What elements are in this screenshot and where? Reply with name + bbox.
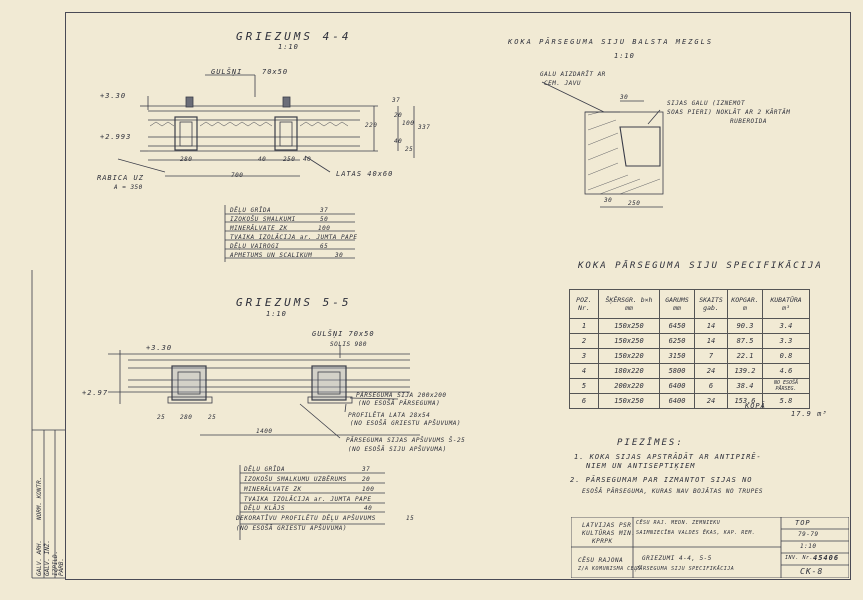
layer-55-2-val: 20 <box>362 476 371 483</box>
section-4-4-gulsni-size: 70x50 <box>262 68 289 76</box>
stamp-scale: 1:10 <box>800 543 817 550</box>
spec-table <box>569 289 810 409</box>
stamp-top: TOP <box>795 519 811 527</box>
spec-cell: 150x250 <box>599 394 660 409</box>
spec-header-total-length: KOPGAR. m <box>728 290 763 319</box>
spec-cell: 6400 <box>660 394 695 409</box>
spec-cell: 0.8 <box>763 349 810 364</box>
spec-cell: 150x250 <box>599 319 660 334</box>
section-4-4-title: GRIEZUMS 4-4 <box>236 30 352 43</box>
layer-55-5-val: 40 <box>364 505 373 512</box>
side-dim-37: 37 <box>392 97 401 104</box>
spec-cell: 14 <box>695 319 728 334</box>
side-role-3: IZPILD. <box>52 550 59 576</box>
spec-cell: 5800 <box>660 364 695 379</box>
layer-55-7-name: (NO ESOŠĀ GRIESTU APŠUVUMA) <box>236 525 348 532</box>
detail-dim-30-top: 30 <box>620 94 629 101</box>
note-beam-1: PĀRSEGUMA SIJA 200x200 <box>356 392 447 399</box>
table-row <box>570 334 810 349</box>
spec-cell: 6250 <box>660 334 695 349</box>
spec-cell: 4 <box>570 364 599 379</box>
level-mark-330-b: +3.30 <box>146 344 173 352</box>
side-dim-25: 25 <box>405 146 414 153</box>
detail-note-2: CEM. JAVU <box>544 80 582 87</box>
stamp-sheet-title-2: PĀRSEGUMA SIJU SPECIFIKĀCIJA <box>636 566 735 572</box>
spec-cell: 3.3 <box>763 334 810 349</box>
spec-cell: 3150 <box>660 349 695 364</box>
stamp-project-1: CĒSU RAJ. MEDN. ZEMNIEKU <box>636 520 721 526</box>
table-row <box>570 379 810 394</box>
note-line-1: 1. KOKA SIJAS APSTRĀDĀT AR ANTIPIRĒ- <box>574 453 762 461</box>
level-mark-2993: +2.993 <box>100 133 132 141</box>
layer-44-2-name: IZOKOŠU SMALKUMI <box>230 216 296 223</box>
side-role-2: GALV. INŽ. <box>44 539 51 576</box>
layer-55-5-name: DĒĻU KLĀJS <box>244 505 286 512</box>
dim-1400: 1400 <box>256 428 273 435</box>
layer-44-6-val: 30 <box>335 252 344 259</box>
spec-cell: 1 <box>570 319 599 334</box>
spec-cell: 6 <box>695 379 728 394</box>
spec-cell: 5.8 <box>763 394 810 409</box>
stamp-years: 79-79 <box>798 531 819 538</box>
detail-dim-30-bottom: 30 <box>604 197 613 204</box>
stamp-org-1: LATVIJAS PSR <box>582 522 632 529</box>
spec-cell: 87.5 <box>728 334 763 349</box>
detail-title: KOKA PĀRSEGUMA SIJU BALSTA MEZGLS <box>508 38 714 46</box>
detail-scale: 1:10 <box>614 52 635 60</box>
spec-cell: 24 <box>695 394 728 409</box>
note-lining-2: (NO ESOŠĀ SIJU APŠUVUMA) <box>348 446 447 453</box>
detail-note-1: GALU AIZDARĪT AR <box>540 71 606 78</box>
stamp-dept-1: CĒSU RAJONA <box>578 557 624 564</box>
table-row <box>570 394 810 409</box>
table-row <box>570 349 810 364</box>
layer-44-4-name: TVAIKA IZOLĀCIJA ar. JUMTA PAPE <box>230 234 358 241</box>
dim-280: 280 <box>180 156 193 163</box>
side-dim-20: 20 <box>394 112 403 119</box>
layer-55-3-name: MINERĀLVATE ZK <box>244 486 302 493</box>
latas-label: LATAS 40x60 <box>336 170 394 178</box>
section-5-5-gulsni: GULŠŅI 70x50 <box>312 330 375 338</box>
spec-cell: 2 <box>570 334 599 349</box>
side-role-5: NORM. KONTR. <box>36 476 43 520</box>
side-dim-40: 40 <box>394 138 403 145</box>
spec-cell: 150x250 <box>599 334 660 349</box>
spec-cell: 90.3 <box>728 319 763 334</box>
spec-cell: 22.1 <box>728 349 763 364</box>
dim-250: 250 <box>283 156 296 163</box>
table-row <box>570 364 810 379</box>
side-dim-100: 100 <box>402 120 415 127</box>
detail-note-5: RUBEROIDA <box>730 118 768 125</box>
spec-header-volume: KUBATŪRA m³ <box>763 290 810 319</box>
spec-header-section: ŠĶĒRSGR. b×h mm <box>599 290 660 319</box>
spec-cell: 6 <box>570 394 599 409</box>
layer-44-1-name: DĒĻU GRĪDA <box>230 207 272 214</box>
spec-cell: 6400 <box>660 379 695 394</box>
dim-700: 700 <box>231 172 244 179</box>
detail-note-3: SIJAS GALU (IZNEMOT <box>667 100 746 107</box>
stamp-inv-label: INV. Nr. <box>785 555 814 561</box>
spec-cell: NO ESOŠĀ PĀRSEG. <box>763 379 810 394</box>
level-mark-330: +3.30 <box>100 92 127 100</box>
spec-total-value: 17.9 m³ <box>791 410 828 418</box>
spec-cell: 153.6 <box>728 394 763 409</box>
spec-cell: 180x220 <box>599 364 660 379</box>
side-role-1: GALV. ARH. <box>36 539 43 576</box>
layer-44-3-val: 100 <box>318 225 331 232</box>
spec-cell: 38.4 <box>728 379 763 394</box>
spec-cell: 3 <box>570 349 599 364</box>
stamp-inv-number: 45406 <box>813 554 840 562</box>
level-mark-297: +2.97 <box>82 389 109 397</box>
layer-44-3-name: MINERĀLVATE ZK <box>230 225 288 232</box>
stamp-dept-2: Z/A KOMUNISMA CEĻŠ <box>578 566 642 572</box>
dim-25-b: 25 <box>208 414 217 421</box>
spec-cell: 3.4 <box>763 319 810 334</box>
spec-title: KOKA PĀRSEGUMA SIJU SPECIFIKĀCIJA <box>578 261 823 271</box>
spec-cell: 139.2 <box>728 364 763 379</box>
spec-cell: 4.6 <box>763 364 810 379</box>
note-line-4: ESOŠĀ PĀRSEGUMA, KURAS NAV BOJĀTAS NO TRUPES <box>582 488 763 495</box>
dim-40: 40 <box>258 156 267 163</box>
section-4-4-scale: 1:10 <box>278 43 299 51</box>
side-role-4: PĀRB. <box>58 557 65 576</box>
layer-55-3-val: 100 <box>362 486 375 493</box>
spec-cell: 200x220 <box>599 379 660 394</box>
spec-cell: 14 <box>695 334 728 349</box>
note-line-2: NIEM UN ANTISEPTIĶIEM <box>586 462 696 470</box>
stamp-org-2: KULTŪRAS MIN. <box>582 530 636 537</box>
note-beam-2: (NO ESOŠĀ PĀRSEGUMA) <box>358 400 441 407</box>
layer-44-2-val: 50 <box>320 216 329 223</box>
section-5-5-scale: 1:10 <box>266 310 287 318</box>
dim-280-b: 280 <box>180 414 193 421</box>
note-lath-2: (NO ESOŠĀ GRIESTU APŠUVUMA) <box>350 420 462 427</box>
notes-title: PIEZĪMES: <box>617 438 684 448</box>
layer-44-1-val: 37 <box>320 207 329 214</box>
section-4-4-gulsni-label: GULŠŅI <box>211 68 243 76</box>
note-lath-1: PROFILĒTA LATA 28x54 <box>348 412 431 419</box>
layer-55-6-name: DEKORATĪVU PROFILĒTU DĒĻU APŠUVUMS <box>236 515 376 522</box>
layer-55-1-name: DĒĻU GRĪDA <box>244 466 286 473</box>
stamp-sheet-code: CK-8 <box>800 567 824 576</box>
detail-dim-250: 250 <box>628 200 641 207</box>
stamp-project-2: SAIMNIECĪBA VALDES ĒKAS, KAP. REM. <box>636 530 756 536</box>
spec-header-count: SKAITS gab. <box>695 290 728 319</box>
spec-cell: 5 <box>570 379 599 394</box>
spec-total-label: KOPĀ <box>745 402 766 410</box>
section-5-5-solis: SOLIS 980 <box>330 341 368 348</box>
layer-55-2-name: IZOKOŠU SMALKUMU UZBĒRUMS <box>244 476 347 483</box>
spec-header-poz: POZ. Nr. <box>570 290 599 319</box>
rabica-label: RABICA UZ <box>97 174 144 182</box>
stamp-org-3: KPRPK <box>592 538 613 545</box>
spec-header-length: GARUMS mm <box>660 290 695 319</box>
layer-55-4-name: TVAIKA IZOLĀCIJA ar. JUMTA PAPE <box>244 496 372 503</box>
dim-25-a: 25 <box>157 414 166 421</box>
spec-cell: 150x220 <box>599 349 660 364</box>
side-dim-337: 337 <box>418 124 431 131</box>
stamp-sheet-title-1: GRIEZUMI 4-4, 5-5 <box>642 555 712 562</box>
layer-55-1-val: 37 <box>362 466 371 473</box>
table-row <box>570 319 810 334</box>
layer-55-6-val: 15 <box>406 515 415 522</box>
spec-cell: 6450 <box>660 319 695 334</box>
rabica-spacing: A = 350 <box>114 184 143 191</box>
layer-44-5-name: DĒĻU VAIROGI <box>230 243 280 250</box>
note-line-3: 2. PĀRSEGUMAM PAR IZMANTOT SIJAS NO <box>570 476 753 484</box>
note-lining-1: PĀRSEGUMA SIJAS APŠUVUMS Š-25 <box>346 437 466 444</box>
side-dim-220: 220 <box>365 122 378 129</box>
layer-44-5-val: 65 <box>320 243 329 250</box>
detail-note-4: SOAS PIERI) NOKLĀT AR 2 KĀRTĀM <box>667 109 791 116</box>
dim-40-b: 40 <box>303 156 312 163</box>
spec-cell: 7 <box>695 349 728 364</box>
section-5-5-title: GRIEZUMS 5-5 <box>236 296 352 309</box>
spec-cell: 24 <box>695 364 728 379</box>
layer-44-6-name: APMETUMS UN SCALIKUM <box>230 252 313 259</box>
